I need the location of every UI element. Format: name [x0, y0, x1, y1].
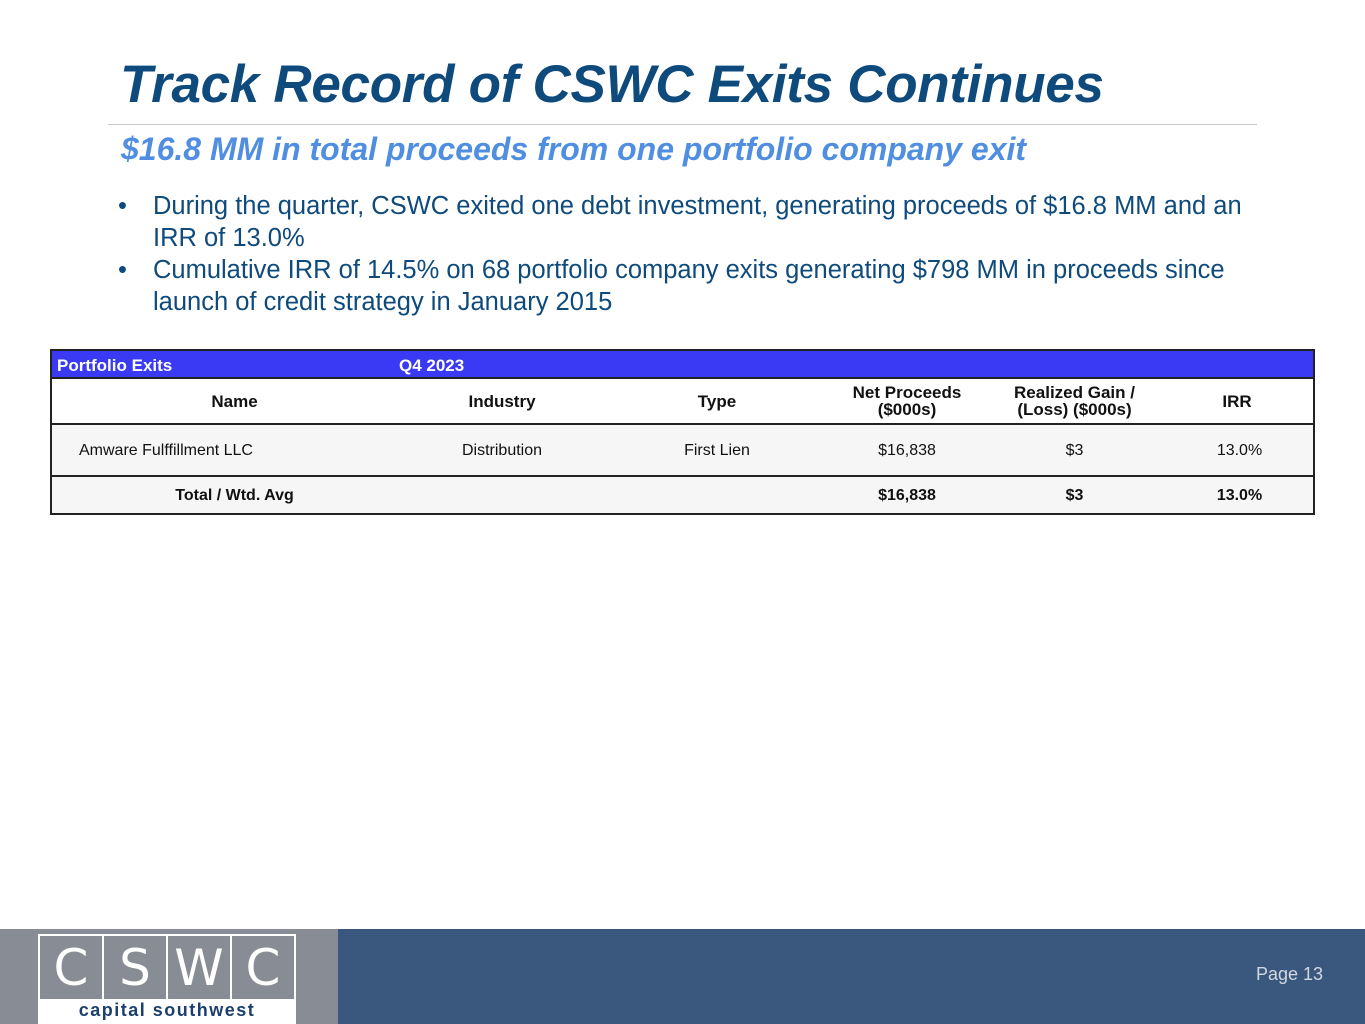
cell-name: Amware Fulffillment LLC: [79, 441, 253, 459]
cswc-logo: [38, 934, 296, 1024]
logo-letter: S: [104, 936, 168, 999]
header-irr: IRR: [1222, 391, 1252, 411]
title-divider: [108, 124, 1257, 125]
bullet-text: During the quarter, CSWC exited one debt investment, generating proceeds of $16.8 MM and an IRR of 13.0%: [153, 192, 1242, 252]
total-net-proceeds: $16,838: [878, 486, 936, 504]
bullet-list: [118, 190, 1288, 318]
header-name: Name: [211, 391, 258, 411]
bullet-glyph: •: [118, 256, 127, 284]
total-irr: 13.0%: [1216, 486, 1263, 504]
logo-wordmark: capital southwest: [78, 1000, 256, 1020]
cell-realized-gain: $3: [1065, 441, 1084, 459]
band-period: Q4 2023: [399, 356, 465, 375]
footer-bar: [0, 929, 1365, 1024]
header-realized-gain: Realized Gain / (Loss) ($000s): [1014, 383, 1135, 419]
logo-letter: C: [245, 938, 281, 997]
total-label: Total / Wtd. Avg: [175, 486, 294, 504]
portfolio-exits-table: [50, 349, 1315, 515]
cell-type: First Lien: [684, 441, 750, 459]
page-number: Page 13: [1255, 964, 1323, 984]
slide-title: Track Record of CSWC Exits Continues: [120, 55, 1104, 114]
logo-letters: [40, 936, 294, 999]
table-header-row: [52, 379, 1313, 425]
bullet-item: [118, 254, 1288, 318]
table-band: [52, 351, 1313, 379]
bullet-glyph: •: [118, 192, 127, 220]
cell-irr: 13.0%: [1216, 441, 1263, 459]
bullet-item: [118, 190, 1288, 254]
cell-industry: Distribution: [461, 441, 543, 459]
table-row: [52, 425, 1313, 477]
header-net-proceeds: Net Proceeds ($000s): [852, 383, 962, 419]
logo-letter: C: [40, 936, 104, 999]
logo-letter: W: [168, 936, 232, 999]
header-type: Type: [697, 391, 737, 411]
bullet-text: Cumulative IRR of 14.5% on 68 portfolio company exits generating $798 MM in proceeds since launch of credit strategy in January 2015: [153, 256, 1225, 316]
header-industry: Industry: [468, 391, 536, 411]
slide-subtitle: $16.8 MM in total proceeds from one portfolio company exit: [121, 131, 1027, 167]
table-total-row: [52, 477, 1313, 513]
band-title: Portfolio Exits: [57, 356, 173, 375]
total-realized-gain: $3: [1065, 486, 1084, 504]
cell-net-proceeds: $16,838: [878, 441, 936, 459]
logo-panel: [0, 929, 338, 1024]
